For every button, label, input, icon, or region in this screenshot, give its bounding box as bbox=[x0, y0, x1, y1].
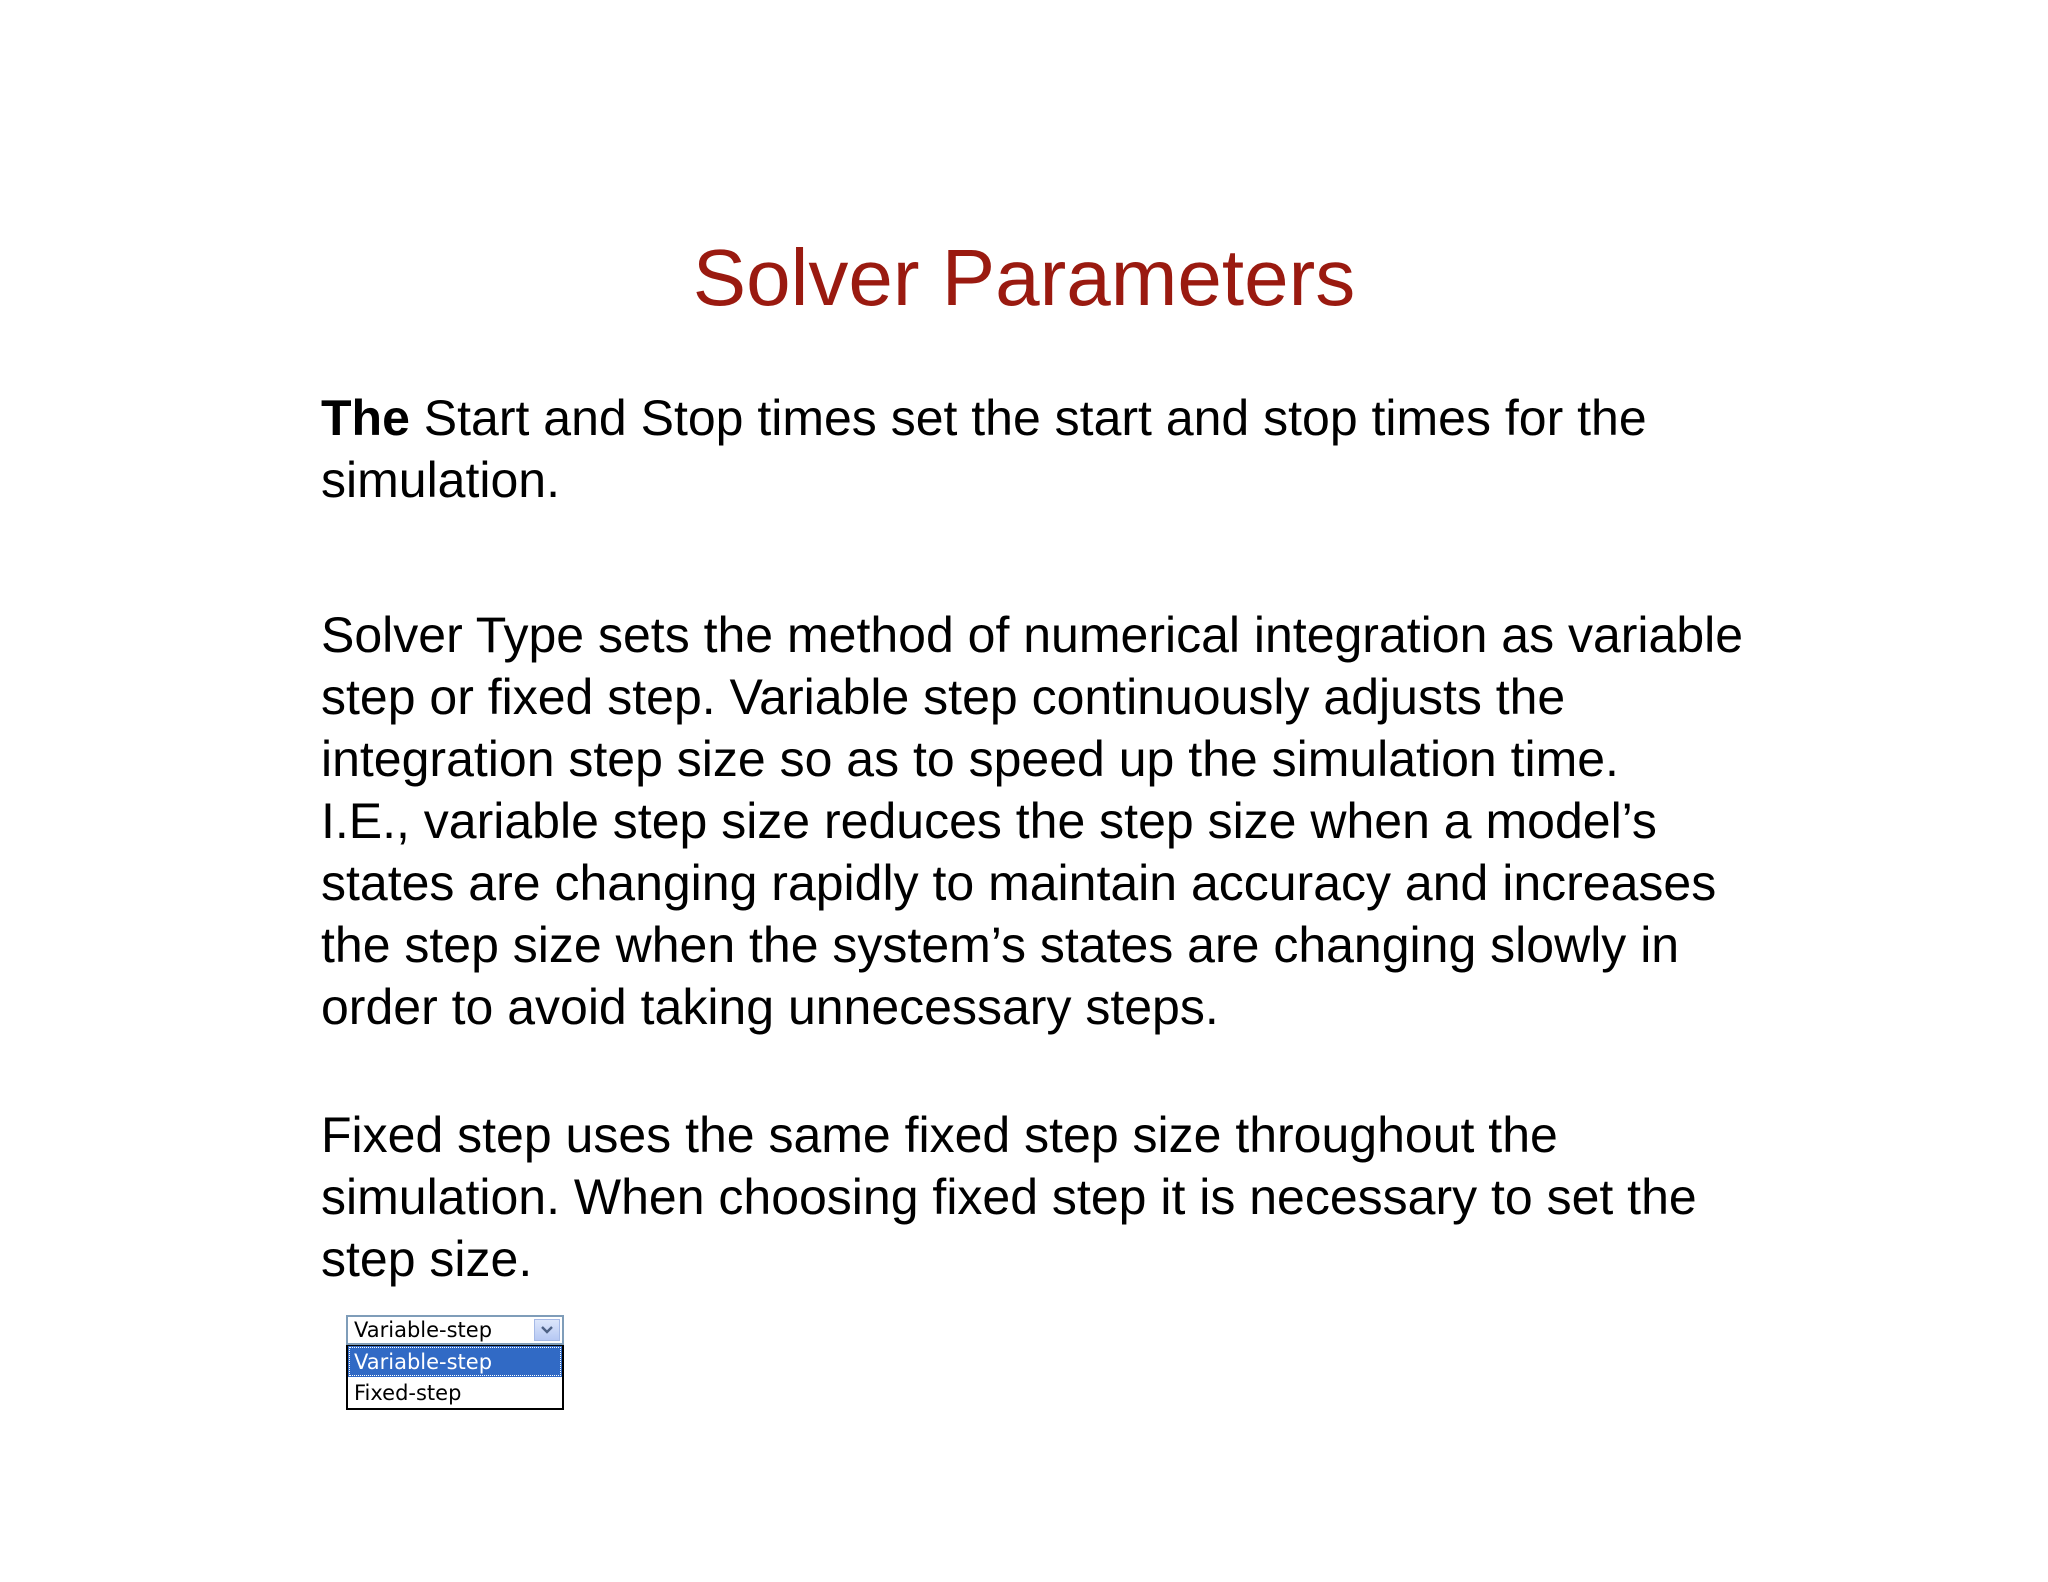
bold-lead: The bbox=[321, 390, 410, 446]
paragraph-start-stop-line-2: simulation. bbox=[321, 452, 560, 508]
paragraph-solver-type-line: I.E., variable step size reduces the step size when a model’s bbox=[321, 793, 1657, 849]
selected-value: Variable-step bbox=[354, 1318, 493, 1342]
paragraph-solver-type-line: step or fixed step. Variable step continuously adjusts the bbox=[321, 669, 1566, 725]
paragraph-fixed-step-line: Fixed step uses the same fixed step size throughout the bbox=[321, 1107, 1558, 1163]
option-variable-step[interactable]: Variable-step bbox=[348, 1346, 562, 1377]
paragraph-solver-type-line: states are changing rapidly to maintain accuracy and increases bbox=[321, 855, 1717, 911]
paragraph-solver-type bbox=[321, 604, 1881, 1038]
paragraph-fixed-step-line: step size. bbox=[321, 1231, 533, 1287]
paragraph-solver-type-line: order to avoid taking unnecessary steps. bbox=[321, 979, 1219, 1035]
paragraph-solver-type-line: Solver Type sets the method of numerical integration as variable bbox=[321, 607, 1744, 663]
solver-type-select[interactable] bbox=[346, 1315, 564, 1345]
paragraph-start-stop bbox=[321, 387, 1881, 511]
slide-title: Solver Parameters bbox=[692, 233, 1356, 322]
chevron-down-icon-glyph bbox=[540, 1325, 554, 1335]
chevron-down-icon[interactable] bbox=[534, 1319, 560, 1341]
solver-type-options-list bbox=[346, 1345, 564, 1410]
paragraph-fixed-step-line: simulation. When choosing fixed step it is necessary to set the bbox=[321, 1169, 1697, 1225]
option-fixed-step[interactable]: Fixed-step bbox=[354, 1380, 462, 1405]
paragraph-solver-type-line: the step size when the system’s states are changing slowly in bbox=[321, 917, 1680, 973]
solver-type-dropdown[interactable] bbox=[346, 1315, 564, 1410]
line-rest: Start and Stop times set the start and stop times for the bbox=[409, 390, 1647, 446]
paragraph-start-stop-line-1 bbox=[321, 387, 1881, 449]
paragraph-fixed-step bbox=[321, 1104, 1881, 1290]
paragraph-solver-type-line: integration step size so as to speed up the simulation time. bbox=[321, 731, 1619, 787]
